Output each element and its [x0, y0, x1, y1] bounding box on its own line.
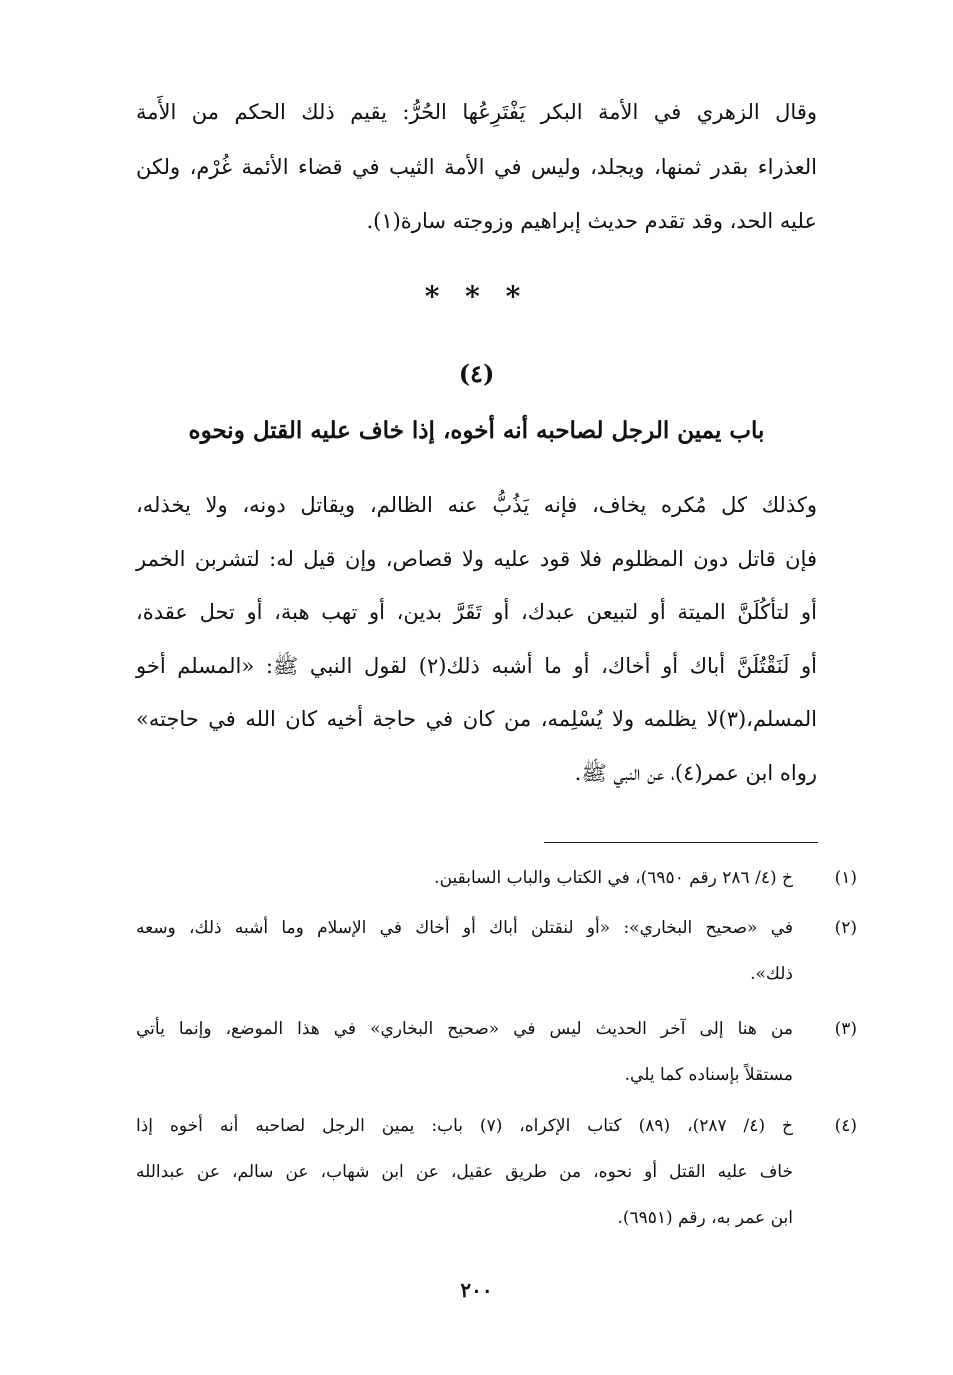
para2-line-3: أو لتأكُلَنَّ الميتة أو لتبيعن عبدك، أو تَقَرَّ بدين، أو تهب هبة، أو تحل عقدة، [136, 600, 817, 624]
footnote-divider [544, 842, 818, 843]
footnote-2-line-2: ذلك». [750, 964, 793, 984]
para1-line-2: العذراء بقدر ثمنها، ويجلد، وليس في الأمة الثيب في قضاء الأئمة غُرْم، ولكن [136, 155, 817, 179]
para1-line-1: وقال الزهري في الأمة البكر يَفْتَرِعُها الحُرُّ: يقيم ذلك الحكم من الأَمة [136, 100, 817, 124]
footnote-4-line-3: ابن عمر به، رقم (٦٩٥١). [617, 1208, 793, 1228]
para2-line-2: فإن قاتل دون المظلوم فلا قود عليه ولا قصاص، وإن قيل له: لتشربن الخمر [136, 547, 817, 571]
para2-line-5: المسلم،(٣)لا يظلمه ولا يُسْلِمه، من كان في حاجة أخيه كان الله في حاجته» [136, 707, 817, 731]
footnote-1-number: (١) [834, 868, 857, 888]
footnote-3-line-2: مستقلاً بإسناده كما يلي. [624, 1065, 793, 1085]
footnote-3-line-1: من هنا إلى آخر الحديث ليس في «صحيح البخاري» في هذا الموضع، وإنما يأتي [136, 1019, 793, 1039]
page-number: ٢٠٠ [460, 1278, 493, 1302]
footnote-3-number: (٣) [834, 1019, 857, 1039]
para2-line-4: أو لَنَقْتُلَنَّ أباك أو أخاك، أو ما أشبه ذلك(٢) لقول النبي ﷺ: «المسلم أخو [136, 654, 817, 678]
chapter-number: (٤) [458, 359, 495, 388]
para2-line-1: وكذلك كل مُكره يخاف، فإنه يَذُبُّ عنه الظالم، ويقاتل دونه، ولا يخذله، [136, 493, 817, 517]
footnote-2-number: (٢) [834, 918, 857, 938]
footnote-4-line-1: خ (٤/ ٢٨٧)، (٨٩) كتاب الإكراه، (٧) باب: يمين الرجل لصاحبه أنه أخوه إذا [136, 1116, 793, 1136]
chapter-title: باب يمين الرجل لصاحبه أنه أخوه، إذا خاف عليه القتل ونحوه [188, 417, 765, 444]
footnote-1-line-1: خ (٤/ ٢٨٦ رقم ٦٩٥٠)، في الكتاب والباب السابقين. [434, 868, 793, 888]
footnote-4-number: (٤) [834, 1116, 857, 1136]
section-separator: * * * [424, 280, 529, 313]
para2-line-6: رواه ابن عمر(٤)، عن النبي ﷺ. [574, 761, 817, 785]
para1-line-3: عليه الحد، وقد تقدم حديث إبراهيم وزوجته سارة(١). [366, 209, 817, 233]
footnote-2-line-1: في «صحيح البخاري»: «أو لنقتلن أباك أو أخاك في الإسلام وما أشبه ذلك، وسعه [136, 918, 793, 938]
footnote-4-line-2: خاف عليه القتل أو نحوه، من طريق عقيل، عن ابن شهاب، عن سالم، عن عبدالله [136, 1162, 793, 1182]
